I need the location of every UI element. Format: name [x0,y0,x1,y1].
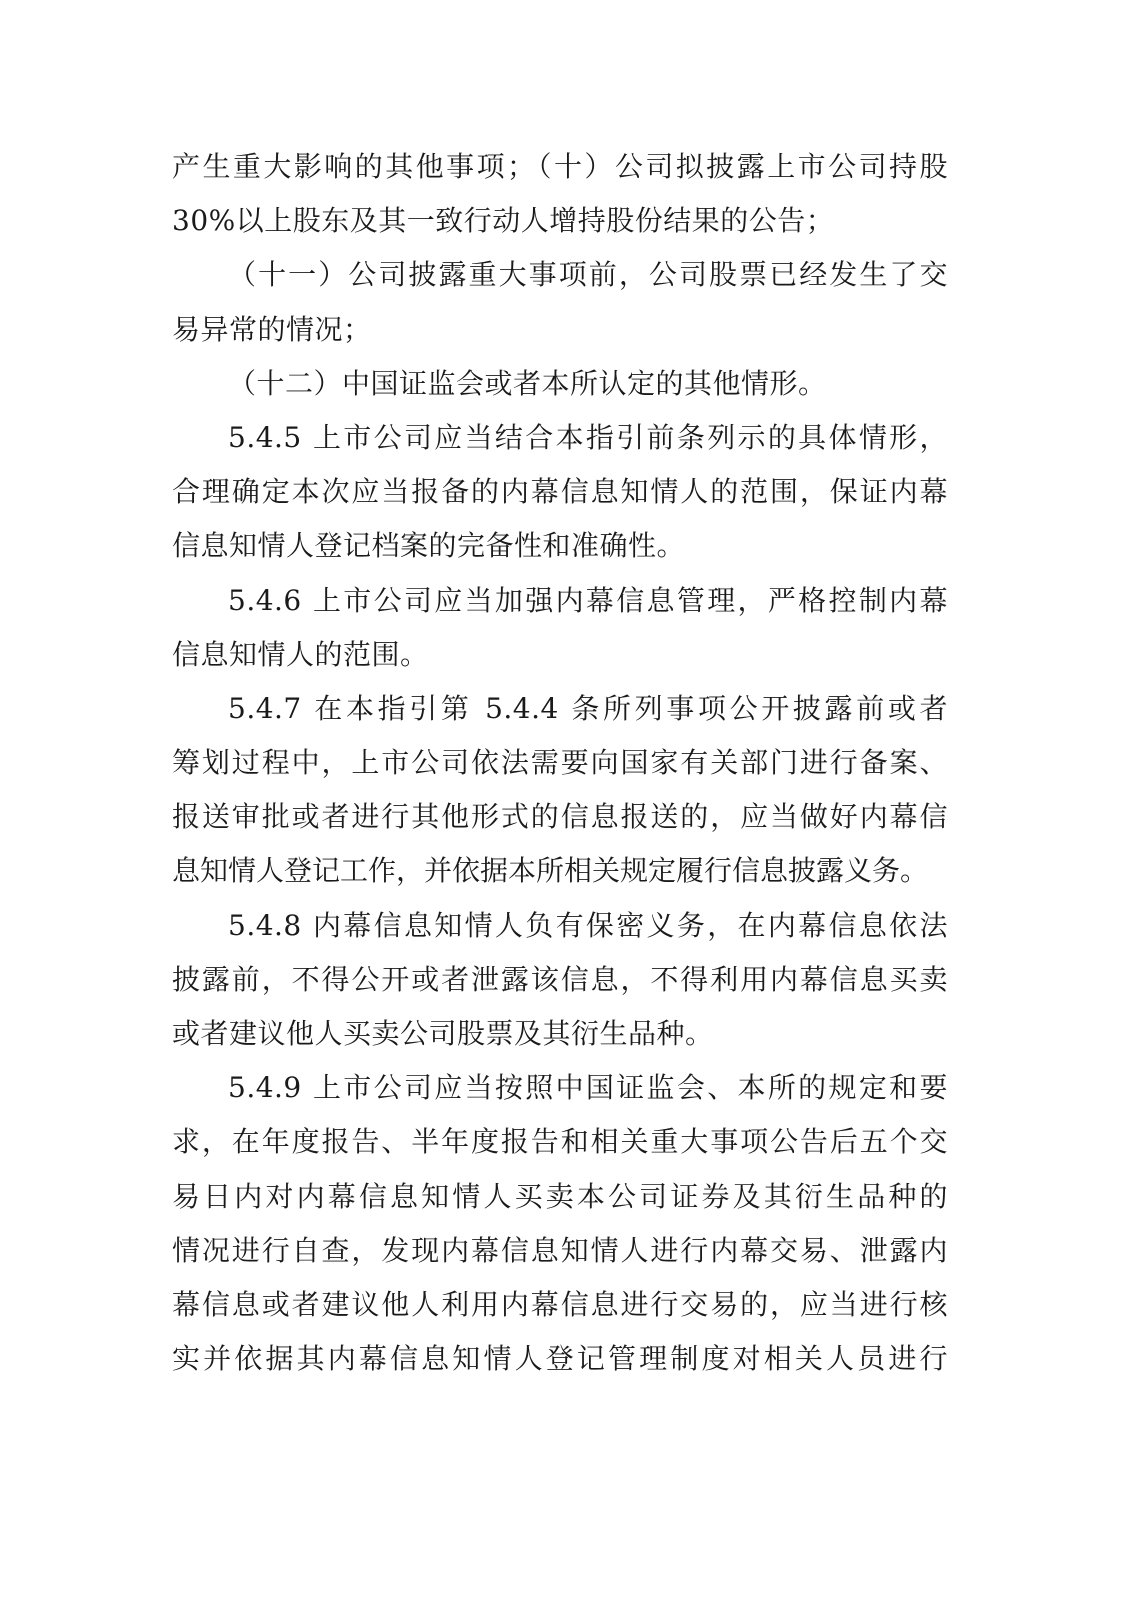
text-line: 5.4.9 上市公司应当按照中国证监会、本所的规定和要 [228,1071,948,1105]
text-line: 信息知情人登记档案的完备性和准确性。 [172,529,686,563]
text-line: 5.4.7 在本指引第 5.4.4 条所列事项公开披露前或者 [228,691,948,725]
text-line: 产生重大影响的其他事项；（十）公司拟披露上市公司持股 [172,150,948,183]
text-line: 5.4.8 内幕信息知情人负有保密义务，在内幕信息依法 [228,908,948,942]
text-line: 报送审批或者进行其他形式的信息报送的，应当做好内幕信 [172,800,948,834]
text-line: 息知情人登记工作，并依据本所相关规定履行信息披露义务。 [172,854,929,888]
text-line: （十一）公司披露重大事项前，公司股票已经发生了交 [228,258,948,292]
text-line: 幕信息或者建议他人利用内幕信息进行交易的，应当进行核 [172,1287,948,1321]
text-line: 披露前，不得公开或者泄露该信息，不得利用内幕信息买卖 [172,962,948,996]
text-line: 筹划过程中，上市公司依法需要向国家有关部门进行备案、 [172,746,948,780]
text-line: 5.4.5 上市公司应当结合本指引前条列示的具体情形， [228,420,948,454]
text-line: 合理确定本次应当报备的内幕信息知情人的范围，保证内幕 [172,475,948,509]
text-line: 易日内对内幕信息知情人买卖本公司证券及其衍生品种的 [172,1179,948,1213]
text-line: 实并依据其内幕信息知情人登记管理制度对相关人员进行 [172,1342,948,1376]
text-line: 易异常的情况； [172,312,372,346]
text-line: （十二）中国证监会或者本所认定的其他情形。 [228,366,827,400]
text-line: 或者建议他人买卖公司股票及其衍生品种。 [172,1017,714,1050]
text-line: 信息知情人的范围。 [172,637,429,671]
text-line: 求，在年度报告、半年度报告和相关重大事项公告后五个交 [172,1125,948,1159]
text-line: 30%以上股东及其一致行动人增持股份结果的公告； [172,204,835,238]
text-line: 5.4.6 上市公司应当加强内幕信息管理，严格控制内幕 [228,583,948,617]
text-line: 情况进行自查，发现内幕信息知情人进行内幕交易、泄露内 [172,1233,948,1267]
body-text [172,140,948,1386]
